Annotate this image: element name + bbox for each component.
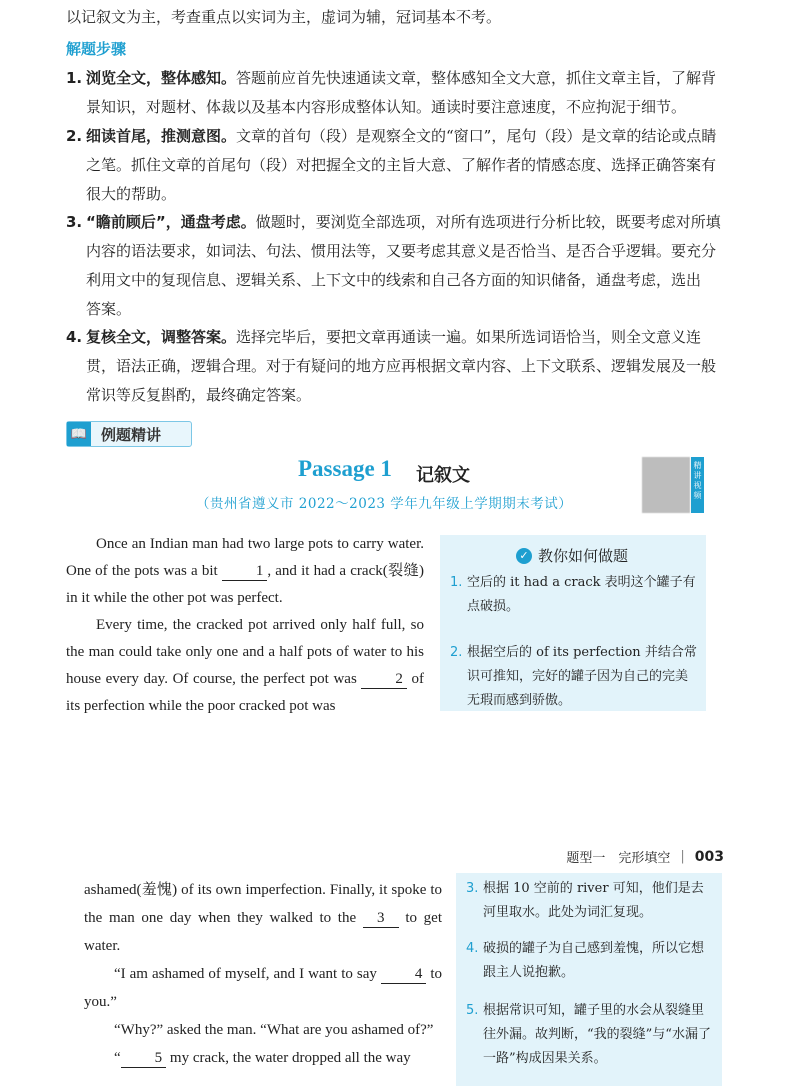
- hint-text: 根据 10 空前的 river 可知，他们是去河里取水。此处为词汇复现。: [483, 881, 704, 920]
- footer-separator: |: [680, 849, 685, 864]
- step-lead: “瞻前顾后”，通盘考虑。: [86, 213, 256, 231]
- qr-code-image[interactable]: [642, 457, 690, 513]
- text-run: to get water.: [84, 910, 442, 954]
- text-run: “: [114, 1050, 121, 1066]
- footer-section: 题型一 完形填空: [566, 851, 671, 866]
- paragraph: [84, 960, 442, 1016]
- hint-box-1: [440, 535, 706, 711]
- check-icon: ✓: [516, 548, 532, 564]
- step-lead: 细读首尾，推测意图。: [86, 127, 237, 145]
- blank-5[interactable]: 5: [121, 1050, 167, 1068]
- page-number: 003: [694, 848, 724, 865]
- step-line: 之笔。抓住文章的首尾句（段）对把握全文的主旨大意、了解作者的情感态度、选择正确答案有: [86, 156, 717, 174]
- passage-source: （贵州省遵义市 2022～2023 学年九年级上学期期末考试）: [196, 496, 573, 512]
- step-line: 景知识，对题材、体裁以及基本内容形成整体认知。通读时要注意速度，不应拘泥于细节。: [86, 98, 687, 116]
- step-number: 4.: [66, 328, 83, 346]
- blank-1[interactable]: 1: [222, 563, 268, 581]
- hint-item: [450, 571, 700, 619]
- intro-text: 以记叙文为主，考查重点以实词为主，虚词为辅，冠词基本不考。: [66, 8, 502, 26]
- passage-title: Passage 1: [298, 456, 392, 481]
- qr-label: 精讲视频: [691, 457, 704, 513]
- step-line: 答题前应首先快速通读文章，整体感知全文大意，抓住文章主旨，了解背: [236, 69, 717, 87]
- book-icon: 📖: [67, 422, 91, 446]
- hint-item: [450, 641, 700, 713]
- section-tag: [66, 421, 192, 447]
- text-run: Once an Indian man had two large pots to carry water. One of the pots was a bit: [66, 536, 424, 579]
- hint-number: 2.: [450, 645, 463, 660]
- step-line: 常识等反复斟酌，最终确定答案。: [86, 386, 312, 404]
- page-footer: [566, 847, 724, 866]
- paragraph: “Why?” asked the man. “What are you ashamed of?”: [114, 1022, 434, 1038]
- steps-title: 解题步骤: [66, 40, 127, 58]
- passage-part-2: [84, 876, 442, 1072]
- section-tag-label: 例题精讲: [101, 425, 162, 444]
- step-lead: 复核全文，调整答案。: [86, 328, 237, 346]
- hint-number: 5.: [466, 1003, 479, 1018]
- paragraph: [66, 612, 424, 720]
- text-run: of its perfection while the poor cracked pot was: [66, 671, 424, 714]
- paragraph: [84, 876, 442, 960]
- step-line: 答案。: [86, 300, 132, 318]
- paragraph: [84, 1044, 442, 1072]
- hint-text: 根据常识可知，罐子里的水会从裂缝里往外漏。故判断，“我的裂缝”与“水漏了一路”构成因果关系。: [483, 1003, 711, 1066]
- text-run: “I am ashamed of myself, and I want to say: [114, 966, 381, 982]
- text-run: to you.”: [84, 966, 442, 1010]
- text-run: ashamed(羞愧) of its own imperfection. Finally, it spoke to the man one day when they walked to the: [84, 882, 442, 926]
- step-line: 很大的帮助。: [86, 185, 177, 203]
- hint-number: 3.: [466, 881, 479, 896]
- paragraph: [66, 531, 424, 612]
- hint-header: [516, 545, 628, 566]
- text-run: my crack, the water dropped all the way: [166, 1050, 411, 1066]
- text-run: Every time, the cracked pot arrived only half full, so the man could take only one and a half pots of water to his house every day. Of course, the perfect pot was: [66, 617, 424, 687]
- step-lead: 浏览全文，整体感知。: [86, 69, 237, 87]
- text-run: , and it had a crack(裂缝) in it while the other pot was perfect.: [66, 563, 424, 606]
- step-line: 选择完毕后，要把文章再通读一遍。如果所选词语恰当，则全文意义连: [236, 328, 702, 346]
- step-line: 内容的语法要求，如词法、句法、惯用法等，又要考虑其意义是否恰当、是否合乎逻辑。要充分: [86, 242, 717, 260]
- blank-3[interactable]: 3: [363, 910, 399, 928]
- step-3: [66, 208, 726, 324]
- blank-2[interactable]: 2: [361, 671, 407, 689]
- hint-box-2: [456, 873, 722, 1086]
- step-line: 文章的首句（段）是观察全文的“窗口”，尾句（段）是文章的结论或点睛: [236, 127, 717, 145]
- step-2: [66, 122, 726, 209]
- step-number: 2.: [66, 127, 83, 145]
- hint-item: [466, 877, 716, 925]
- step-line: 利用文中的复现信息、逻辑关系、上下文中的线索和自己各方面的知识储备，通盘考虑，选出: [86, 271, 702, 289]
- hint-number: 4.: [466, 941, 479, 956]
- hint-item: [466, 937, 716, 985]
- blank-4[interactable]: 4: [381, 966, 427, 984]
- step-1: [66, 64, 726, 122]
- step-number: 1.: [66, 69, 83, 87]
- step-line: 贯，语法正确，逻辑合理。对于有疑问的地方应再根据文章内容、上下文联系、逻辑发展及一般: [86, 357, 717, 375]
- passage-genre: 记叙文: [416, 465, 470, 486]
- step-4: [66, 323, 726, 410]
- hint-number: 1.: [450, 575, 463, 590]
- hint-text: 空后的 it had a crack 表明这个罐子有点破损。: [467, 575, 696, 614]
- step-line: 做题时，要浏览全部选项，对所有选项进行分析比较，既要考虑对所填: [255, 213, 721, 231]
- hint-item: [466, 999, 716, 1071]
- hint-header-label: 教你如何做题: [538, 547, 629, 565]
- passage-part-1: [66, 531, 424, 720]
- step-number: 3.: [66, 213, 83, 231]
- hint-text: 根据空后的 of its perfection 并结合常识可推知，完好的罐子因为自己的完美无瑕而感到骄傲。: [467, 645, 697, 708]
- hint-text: 破损的罐子为自己感到羞愧，所以它想跟主人说抱歉。: [483, 941, 705, 980]
